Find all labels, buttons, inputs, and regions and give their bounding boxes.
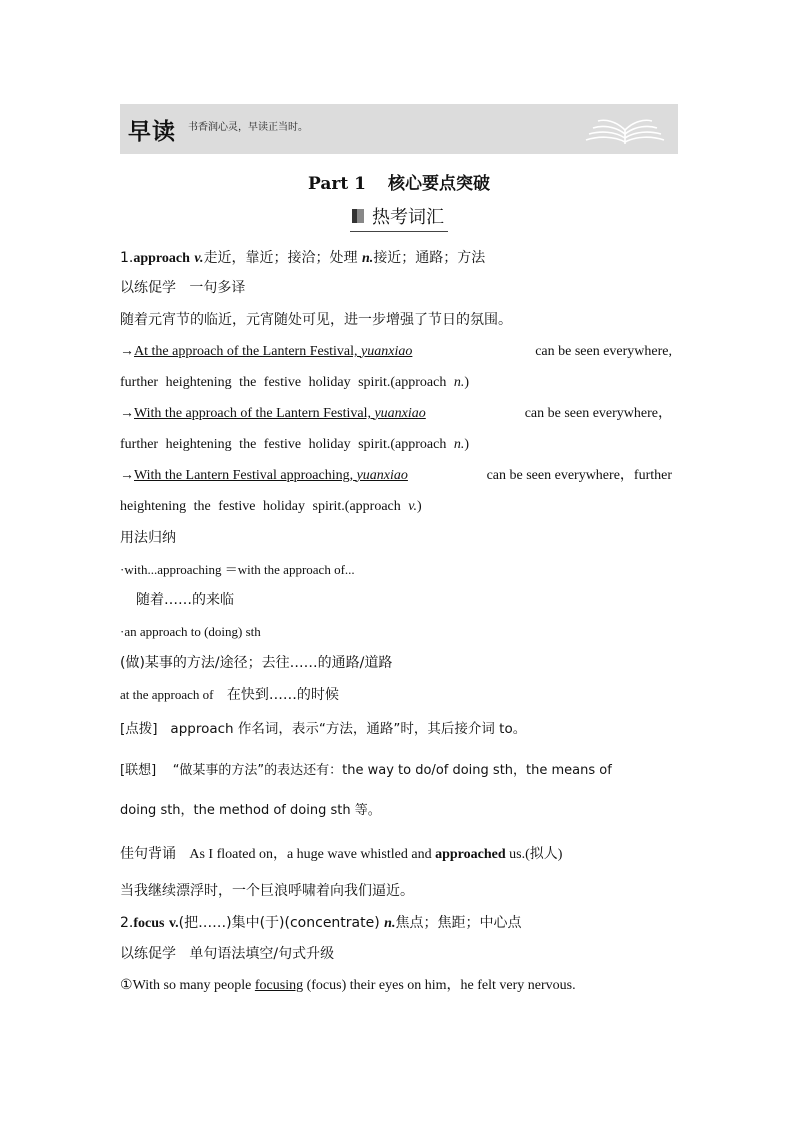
part-number: Part 1 <box>308 174 366 194</box>
translation-2-line-2: further heightening the festive holiday spirit.(approach n.) <box>120 437 470 452</box>
section-heading <box>120 203 678 233</box>
open-book-icon <box>584 112 666 148</box>
translation-1-line-1: →At the approach of the Lantern Festival, yuanxiao can be seen everywhere, <box>120 344 672 359</box>
association-line-2: doing sth，the method of doing sth 等。 <box>120 803 381 818</box>
entry1-chinese-sentence: 随着元宵节的临近，元宵随处可见，进一步增强了节日的氛围。 <box>120 312 512 328</box>
usage-2-zh: (做)某事的方法/途径；去往……的通路/道路 <box>120 655 393 671</box>
document-page <box>120 104 678 233</box>
exercise-answer: focusing <box>254 978 304 993</box>
quote-translation: 当我继续漂浮时，一个巨浪呼啸着向我们逼近。 <box>120 883 414 899</box>
translation-3-line-2: heightening the festive holiday spirit.(approach v.) <box>120 499 422 514</box>
part-name: 核心要点突破 <box>387 174 490 194</box>
entry1-word: approach <box>133 251 190 266</box>
section-marker-icon <box>352 209 364 223</box>
entry2-exercise-1: ①With so many people focusing (focus) their eyes on him，he felt very nervous. <box>120 978 576 993</box>
early-reading-banner <box>120 104 678 154</box>
usage-1-zh: 随着……的来临 <box>136 592 234 608</box>
usage-2-en: ·an approach to (doing) sth <box>120 624 261 639</box>
part-title <box>120 169 678 195</box>
translation-3-line-1: →With the Lantern Festival approaching, yuanxiao can be seen everywhere，further <box>120 468 672 483</box>
tip-note: [点拨] approach 作名词，表示“方法，通路”时，其后接介词 to。 <box>120 721 527 737</box>
entry2-word: focus <box>133 916 165 931</box>
usage-1-en: ·with...approaching ＝with the approach of... <box>120 562 355 577</box>
banner-title: 早读 <box>128 118 176 145</box>
entry2-headword: 2.focus v.(把……)集中(于)(concentrate) n.焦点；焦距；中心点 <box>120 915 522 931</box>
entry2-practice-label: 以练促学 单句语法填空/句式升级 <box>120 946 335 962</box>
usage-label: 用法归纳 <box>120 530 176 546</box>
association-line-1: [联想] “做某事的方法”的表达还有：the way to do/of doing sth，the means of <box>120 763 612 778</box>
usage-3: at the approach of 在快到……的时候 <box>120 687 339 703</box>
translation-2-line-1: →With the approach of the Lantern Festival, yuanxiao can be seen everywhere， <box>120 406 672 421</box>
banner-slogan: 书香润心灵，早读正当时。 <box>188 122 308 133</box>
section-heading-text: 热考词汇 <box>372 207 444 228</box>
entry1-headword: 1.approach v.走近，靠近；接洽；处理 n.接近；通路；方法 <box>120 250 486 266</box>
quote-line: 佳句背诵 As I floated on，a huge wave whistled and approached us.(拟人) <box>120 846 563 862</box>
translation-1-line-2: further heightening the festive holiday spirit.(approach n.) <box>120 375 470 390</box>
entry1-practice-label: 以练促学 一句多译 <box>120 280 246 296</box>
